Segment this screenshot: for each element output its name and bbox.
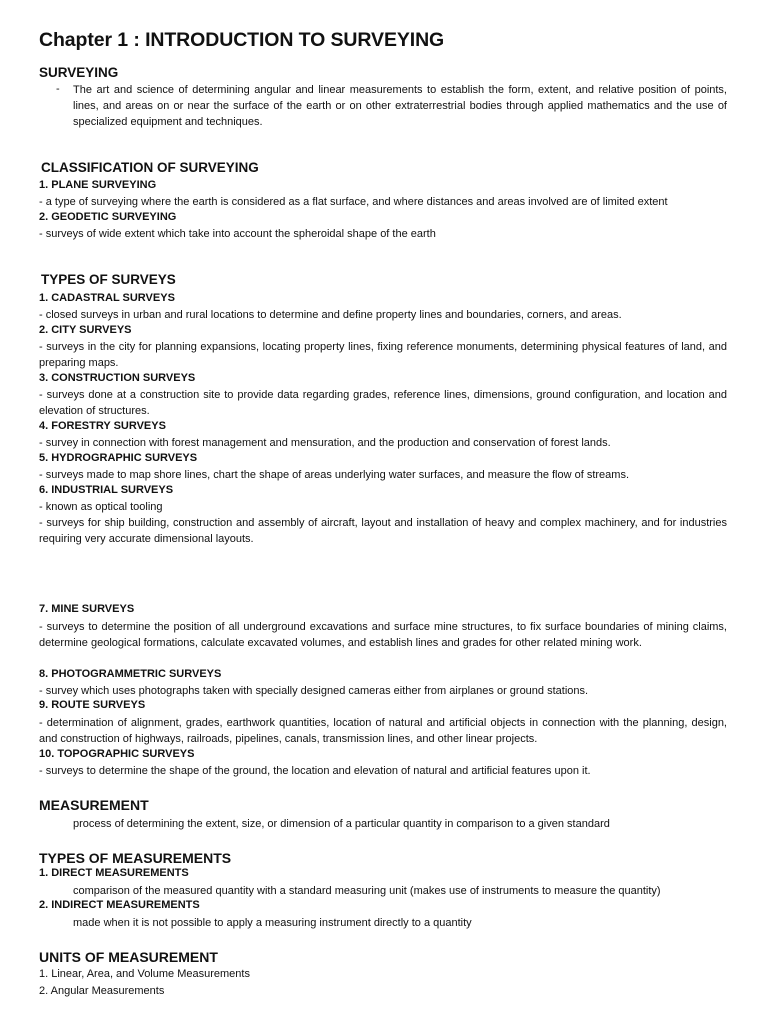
types-of-measurements-heading: TYPES OF MEASUREMENTS bbox=[39, 850, 232, 866]
survey-type-label: 4. FORESTRY SURVEYS bbox=[39, 420, 166, 432]
survey-type-label: 6. INDUSTRIAL SURVEYS bbox=[39, 484, 174, 496]
survey-type-desc: - surveys to determine the position of all underground excavations and surface mine structures, to fix surface boundaries of mining claims, determine geological formations, calculate excavated volumes, and establish lines and grades for other related mining work. bbox=[39, 621, 727, 650]
measurement-heading: MEASUREMENT bbox=[39, 797, 149, 813]
survey-type-label: 3. CONSTRUCTION SURVEYS bbox=[39, 372, 196, 384]
survey-type-label: 5. HYDROGRAPHIC SURVEYS bbox=[39, 452, 198, 464]
survey-type-desc: - known as optical tooling bbox=[39, 501, 163, 513]
classification-heading: CLASSIFICATION OF SURVEYING bbox=[41, 160, 259, 175]
survey-type-label: 1. CADASTRAL SURVEYS bbox=[39, 292, 175, 304]
types-of-surveys-heading: TYPES OF SURVEYS bbox=[41, 272, 176, 287]
classification-item-desc: - surveys of wide extent which take into account the spheroidal shape of the earth bbox=[39, 228, 436, 240]
classification-item-desc: - a type of surveying where the earth is considered as a flat surface, and where distances and areas involved are of limited extent bbox=[39, 196, 668, 208]
survey-type-desc: - surveys done at a construction site to provide data regarding grades, reference lines, dimensions, ground configuration, and location and elevation of structures. bbox=[39, 389, 727, 418]
survey-type-desc: - survey which uses photographs taken with specially designed cameras either from airplanes or ground stations. bbox=[39, 685, 589, 697]
survey-type-label: 9. ROUTE SURVEYS bbox=[39, 699, 146, 711]
measurement-type-desc: comparison of the measured quantity with a standard measuring unit (makes use of instruments to measure the quantity) bbox=[73, 885, 661, 897]
survey-type-desc: - surveys in the city for planning expansions, locating property lines, fixing reference monuments, determining physical features of land, and preparing maps. bbox=[39, 341, 727, 370]
survey-type-label: 10. TOPOGRAPHIC SURVEYS bbox=[39, 748, 195, 760]
units-of-measurement-heading: UNITS OF MEASUREMENT bbox=[39, 949, 218, 965]
measurement-type-label: 1. DIRECT MEASUREMENTS bbox=[39, 867, 189, 879]
unit-item: 2. Angular Measurements bbox=[39, 985, 165, 997]
surveying-heading: SURVEYING bbox=[39, 65, 119, 80]
measurement-definition: process of determining the extent, size, or dimension of a particular quantity in comparison to a given standard bbox=[73, 818, 610, 830]
measurement-type-label: 2. INDIRECT MEASUREMENTS bbox=[39, 899, 200, 911]
survey-type-label: 7. MINE SURVEYS bbox=[39, 603, 135, 615]
survey-type-label: 2. CITY SURVEYS bbox=[39, 324, 132, 336]
unit-item: 1. Linear, Area, and Volume Measurements bbox=[39, 968, 250, 980]
survey-type-desc: - surveys for ship building, construction and assembly of aircraft, layout and installation of heavy and complex machinery, and for industries requiring very accurate dimensional layouts. bbox=[39, 517, 727, 546]
classification-item-label: 2. GEODETIC SURVEYING bbox=[39, 211, 177, 223]
survey-type-desc: - closed surveys in urban and rural locations to determine and define property lines and boundaries, corners, and areas. bbox=[39, 309, 622, 321]
surveying-bullet: - bbox=[56, 83, 60, 95]
survey-type-label: 8. PHOTOGRAMMETRIC SURVEYS bbox=[39, 668, 222, 680]
surveying-definition: The art and science of determining angular and linear measurements to establish the form, extent, and relative position of points, lines, and areas on or near the surface of the earth or on other extraterrestrial bodies through applied mathematics and the use of specialized equipment and techniques. bbox=[73, 84, 727, 129]
chapter-title: Chapter 1 : INTRODUCTION TO SURVEYING bbox=[39, 29, 445, 51]
measurement-type-desc: made when it is not possible to apply a measuring instrument directly to a quantity bbox=[73, 917, 472, 929]
survey-type-desc: - surveys made to map shore lines, chart the shape of areas underlying water surfaces, and measure the flow of streams. bbox=[39, 469, 630, 481]
survey-type-desc: - survey in connection with forest management and mensuration, and the production and conservation of forest lands. bbox=[39, 437, 611, 449]
survey-type-desc: - surveys to determine the shape of the ground, the location and elevation of natural and artificial features upon it. bbox=[39, 765, 591, 777]
survey-type-desc: - determination of alignment, grades, earthwork quantities, location of natural and artificial objects in connection with the planning, design, and construction of highways, railroads, pipelines, canals, transmission lines, and other linear projects. bbox=[39, 717, 727, 746]
classification-item-label: 1. PLANE SURVEYING bbox=[39, 179, 157, 191]
